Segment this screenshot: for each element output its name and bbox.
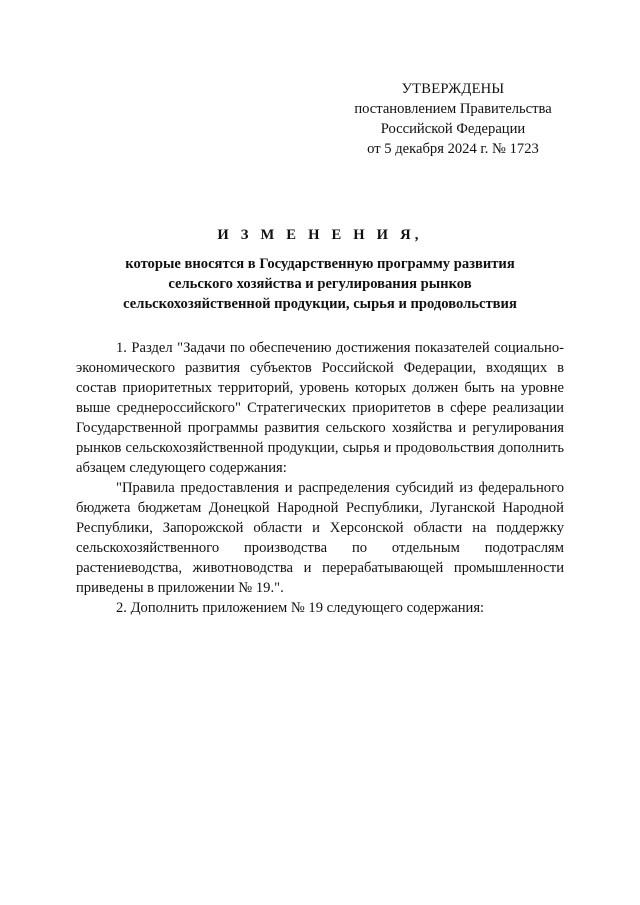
document-title [76, 225, 564, 314]
title-heading: И З М Е Н Е Н И Я, [217, 227, 423, 243]
approval-heading: УТВЕРЖДЕНЫ [401, 81, 505, 97]
document-body [76, 338, 564, 618]
title-line-3: сельскохозяйственной продукции, сырья и продовольствия [123, 296, 517, 312]
body-paragraph-3: 2. Дополнить приложением № 19 следующего содержания: [116, 600, 485, 616]
approval-line-3: от 5 декабря 2024 г. № 1723 [367, 141, 539, 157]
approval-line-1: постановлением Правительства [354, 101, 552, 117]
title-line-2: сельского хозяйства и регулирования рынков [168, 276, 472, 292]
title-line-1: которые вносятся в Государственную программу развития [125, 256, 515, 272]
approval-stamp [320, 79, 586, 159]
body-paragraph-2: "Правила предоставления и распределения субсидий из федерального бюджета бюджетам Донецкой Народной Республики, Луганской Народной Республики, Запорожской области и Херсонской области на поддержку сельскохозяйственного производства по отдельным подотраслям растениеводства, животноводства и перерабатывающей промышленности приведены в приложении № 19.". [76, 480, 564, 596]
body-paragraph-1: 1. Раздел "Задачи по обеспечению достижения показателей социально-экономического развития субъектов Российской Федерации, входящих в состав приоритетных территорий, уровень которых должен быть на уровне выше среднероссийского" Стратегических приоритетов в сфере реализации Государственной программы развития сельского хозяйства и регулирования рынков сельскохозяйственной продукции, сырья и продовольствия дополнить абзацем следующего содержания: [76, 340, 564, 476]
approval-line-2: Российской Федерации [380, 121, 526, 137]
